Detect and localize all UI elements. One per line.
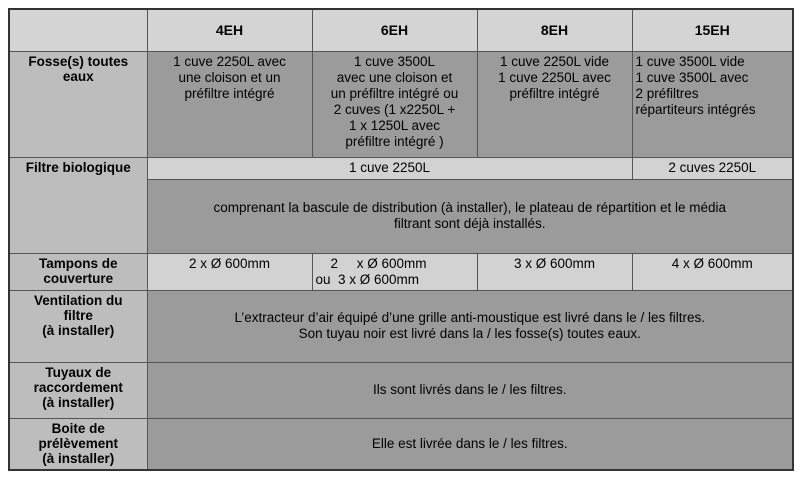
cell-filtre-15eh: 2 cuves 2250L [632,157,793,179]
cell-tampons-4eh: 2 x Ø 600mm [147,253,312,290]
header-row [9,9,793,51]
row-label-tampons: Tampons de couverture [9,253,147,290]
header-8eh: 8EH [477,9,632,51]
row-boite [9,418,793,470]
row-label-boite: Boite de prélèvement (à installer) [9,418,147,470]
header-6eh: 6EH [312,9,477,51]
cell-ventilation-text: L’extracteur d’air équipé d’une grille anti-moustique est livré dans le / les filtres. Son tuyau noir est livré dans la / les fosse(s) toutes eaux. [147,290,793,362]
cell-tuyaux-text: Ils sont livrés dans le / les filtres. [147,362,793,418]
row-ventilation [9,290,793,362]
cell-filtre-cuve: 1 cuve 2250L [147,157,632,179]
row-tampons [9,253,793,290]
cell-fosse-8eh: 1 cuve 2250L vide 1 cuve 2250L avec préfiltre intégré [477,51,632,157]
cell-filtre-description: comprenant la bascule de distribution (à installer), le plateau de répartition et le média filtrant sont déjà installés. [147,179,793,253]
cell-boite-text: Elle est livrée dans le / les filtres. [147,418,793,470]
cell-fosse-4eh: 1 cuve 2250L avec une cloison et un préfiltre intégré [147,51,312,157]
header-4eh: 4EH [147,9,312,51]
cell-fosse-15eh: 1 cuve 3500L vide 1 cuve 3500L avec 2 préfiltres répartiteurs intégrés [632,51,793,157]
row-tuyaux [9,362,793,418]
cell-fosse-6eh: 1 cuve 3500L avec une cloison et un préfiltre intégré ou 2 cuves (1 x2250L + 1 x 1250L avec préfiltre intégré ) [312,51,477,157]
specs-table [8,8,794,471]
row-label-tuyaux: Tuyaux de raccordement (à installer) [9,362,147,418]
row-fosse [9,51,793,157]
header-15eh: 15EH [632,9,793,51]
row-filtre [9,157,793,179]
row-label-fosse: Fosse(s) toutes eaux [9,51,147,157]
cell-tampons-15eh: 4 x Ø 600mm [632,253,793,290]
cell-tampons-6eh: 2 x Ø 600mm ou 3 x Ø 600mm [312,253,477,290]
corner-cell [9,9,147,51]
row-label-filtre: Filtre biologique [9,157,147,253]
row-label-ventilation: Ventilation du filtre (à installer) [9,290,147,362]
cell-tampons-8eh: 3 x Ø 600mm [477,253,632,290]
